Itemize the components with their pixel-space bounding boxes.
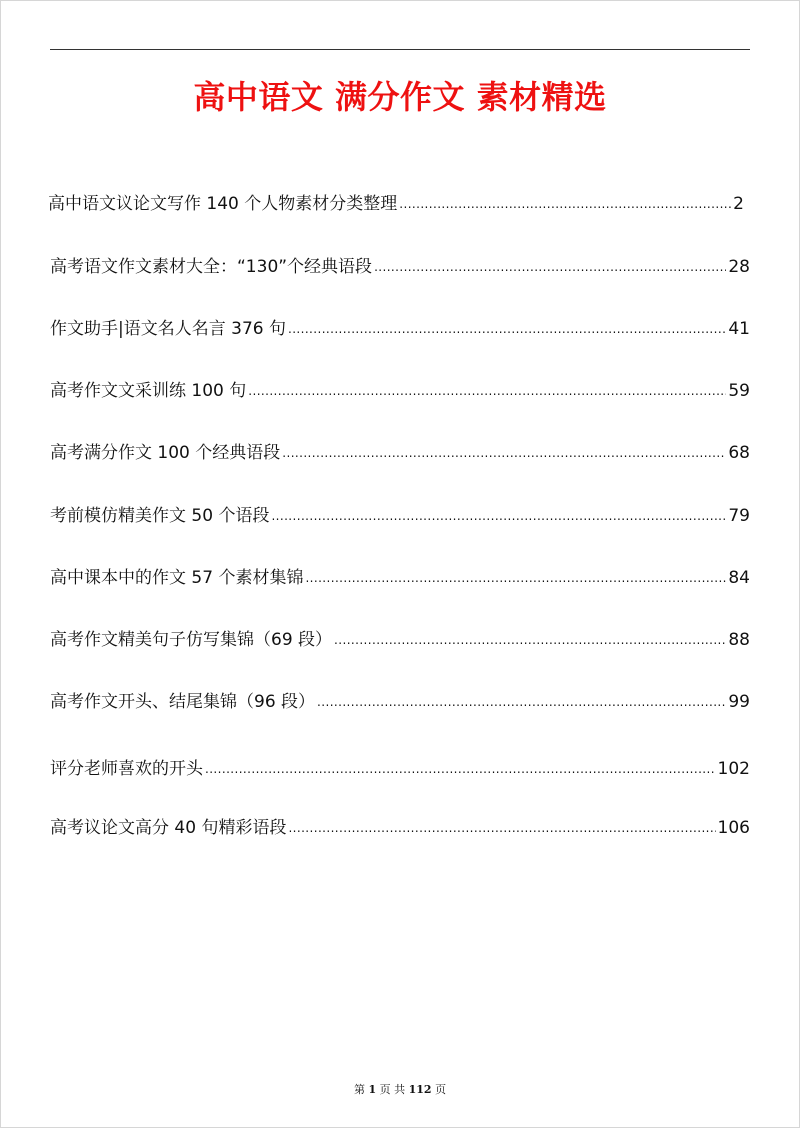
toc-entry-page: 59 bbox=[728, 381, 750, 401]
toc-entry-title: 高考议论文高分 40 句精彩语段 bbox=[50, 818, 287, 838]
footer-total-pages: 112 bbox=[408, 1083, 432, 1096]
toc-entry[interactable] bbox=[48, 192, 744, 216]
toc-entry[interactable] bbox=[50, 566, 750, 590]
toc-entry-title: 评分老师喜欢的开头 bbox=[50, 759, 203, 779]
toc-entry-page: 41 bbox=[728, 319, 750, 339]
toc-entry-title: 高中语文议论文写作 140 个人物素材分类整理 bbox=[48, 194, 398, 214]
page-footer bbox=[0, 1081, 800, 1097]
toc-entry[interactable] bbox=[50, 628, 750, 652]
toc-entry[interactable] bbox=[50, 816, 750, 840]
toc-dot-leader bbox=[374, 255, 726, 279]
toc-entry[interactable] bbox=[50, 504, 750, 528]
toc-entry-page: 99 bbox=[728, 692, 750, 712]
toc-dot-leader bbox=[288, 816, 715, 840]
toc-entry-page: 106 bbox=[717, 818, 750, 838]
toc-dot-leader bbox=[282, 441, 726, 465]
toc-entry-title: 考前模仿精美作文 50 个语段 bbox=[50, 506, 270, 526]
toc-entry-title: 高考语文作文素材大全：“130”个经典语段 bbox=[50, 257, 373, 277]
toc-dot-leader bbox=[399, 192, 731, 216]
toc-entry-page: 79 bbox=[728, 506, 750, 526]
toc-entry-title: 高考作文文采训练 100 句 bbox=[50, 381, 247, 401]
toc-entry-page: 88 bbox=[728, 630, 750, 650]
toc-entry[interactable] bbox=[50, 317, 750, 341]
toc-entry-page: 84 bbox=[728, 568, 750, 588]
toc-entry-title: 高考作文开头、结尾集锦（96 段） bbox=[50, 692, 316, 712]
toc-entry[interactable] bbox=[50, 379, 750, 403]
toc-entry-title: 作文助手|语文名人名言 376 句 bbox=[50, 319, 286, 339]
toc-entry-title: 高中课本中的作文 57 个素材集锦 bbox=[50, 568, 304, 588]
toc-entry-page: 68 bbox=[728, 443, 750, 463]
footer-suffix: 页 bbox=[435, 1083, 447, 1096]
toc-dot-leader bbox=[205, 757, 716, 781]
toc-entry-title: 高考满分作文 100 个经典语段 bbox=[50, 443, 281, 463]
document-title: 高中语文 满分作文 素材精选 bbox=[193, 78, 607, 116]
toc-dot-leader bbox=[317, 690, 726, 714]
toc-entry[interactable] bbox=[50, 441, 750, 465]
footer-current-page: 1 bbox=[368, 1083, 377, 1096]
toc-entry-title: 高考作文精美句子仿写集锦（69 段） bbox=[50, 630, 333, 650]
toc-dot-leader bbox=[334, 628, 726, 652]
toc-entry[interactable] bbox=[50, 255, 750, 279]
footer-middle: 页 共 bbox=[379, 1083, 406, 1096]
toc-dot-leader bbox=[271, 504, 726, 528]
toc-entry[interactable] bbox=[50, 757, 750, 781]
toc-dot-leader bbox=[248, 379, 726, 403]
toc-entry-page: 102 bbox=[717, 759, 750, 779]
toc-dot-leader bbox=[305, 566, 726, 590]
toc-dot-leader bbox=[288, 317, 726, 341]
toc-entry-page: 28 bbox=[728, 257, 750, 277]
toc-entry-page: 2 bbox=[733, 194, 744, 214]
toc-entry[interactable] bbox=[50, 690, 750, 714]
footer-prefix: 第 bbox=[353, 1083, 365, 1096]
